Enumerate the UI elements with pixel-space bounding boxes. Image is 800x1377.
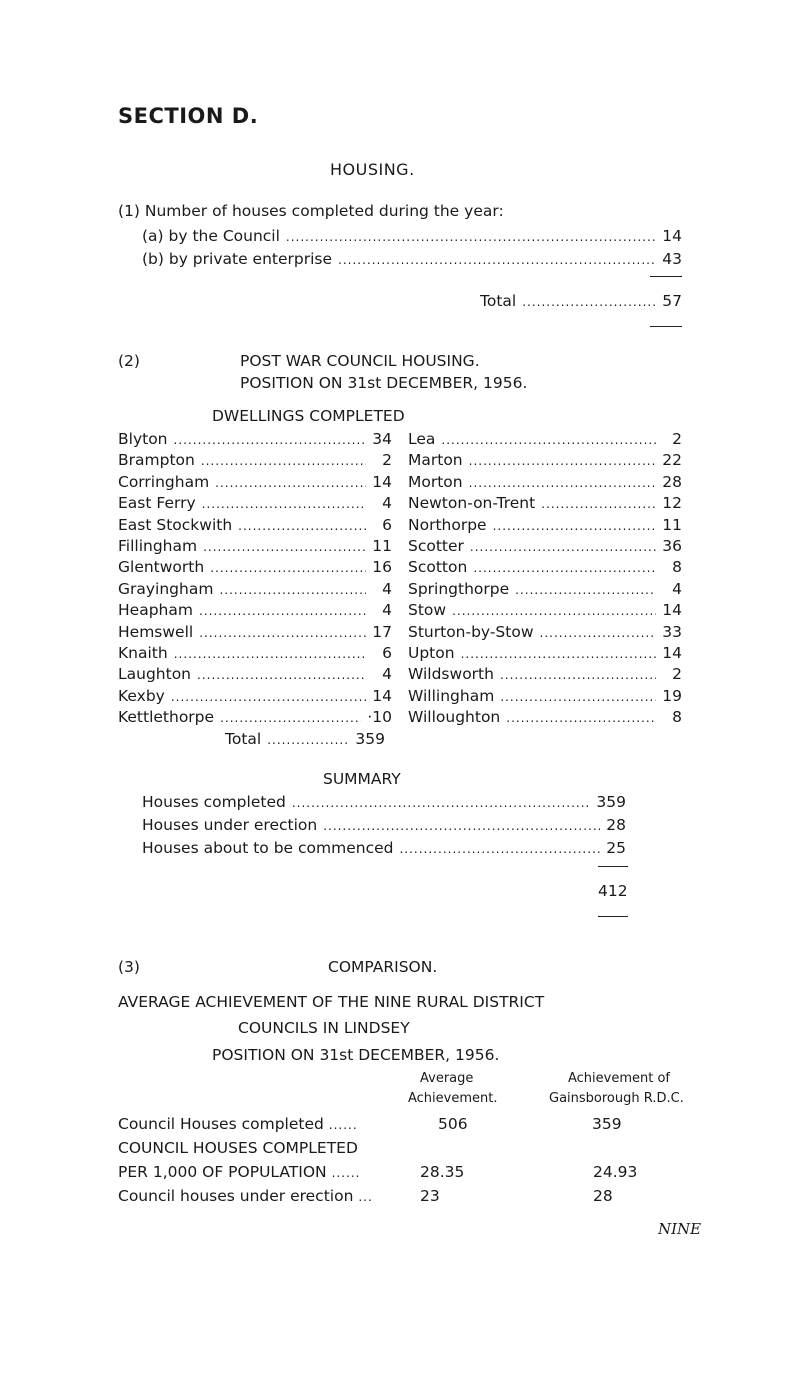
leader-dots bbox=[461, 644, 656, 662]
leader-dots bbox=[500, 665, 656, 683]
leader-dots bbox=[441, 430, 656, 448]
summary-heading: SUMMARY bbox=[323, 770, 401, 788]
part3-line1: AVERAGE ACHIEVEMENT OF THE NINE RURAL DISTRICT bbox=[118, 993, 545, 1011]
part2-total-row bbox=[225, 730, 385, 748]
dwelling-parish: Grayingham bbox=[118, 579, 214, 598]
dwelling-count: 4 bbox=[672, 579, 682, 598]
summary-row-erection bbox=[142, 816, 626, 834]
leader-dots bbox=[174, 430, 367, 448]
row3-label-text: Council houses under erection bbox=[118, 1187, 354, 1205]
dwelling-row bbox=[118, 601, 392, 619]
row3-average: 23 bbox=[420, 1187, 440, 1205]
leader-dots bbox=[540, 623, 657, 641]
part3-line3: POSITION ON 31st DECEMBER, 1956. bbox=[212, 1046, 500, 1064]
row1-average: 506 bbox=[438, 1115, 468, 1133]
row2-label-text: PER 1,000 OF POPULATION bbox=[118, 1163, 327, 1181]
dwelling-count: 16 bbox=[372, 558, 392, 577]
leader-dots bbox=[323, 816, 600, 834]
dwelling-parish: Kettlethorpe bbox=[118, 708, 215, 727]
leader-dots bbox=[215, 473, 366, 491]
dwelling-count: 2 bbox=[672, 430, 682, 448]
divider bbox=[598, 866, 628, 867]
dwelling-parish: Fillingham bbox=[118, 537, 198, 555]
dwelling-parish: Knaith bbox=[118, 644, 168, 662]
dwelling-count: 8 bbox=[672, 708, 682, 727]
part1-total-label: Total bbox=[480, 292, 517, 310]
leader-dots bbox=[219, 580, 366, 598]
dwelling-count: 19 bbox=[662, 686, 682, 705]
row2-label-a: COUNCIL HOUSES COMPLETED bbox=[118, 1139, 358, 1157]
dwelling-parish: Heapham bbox=[118, 601, 193, 620]
dwelling-count: 14 bbox=[662, 644, 682, 662]
dwelling-row bbox=[118, 580, 392, 598]
dwelling-count: 36 bbox=[662, 537, 682, 555]
dwelling-row bbox=[408, 430, 682, 448]
part1-heading: (1) Number of houses completed during the year: bbox=[118, 202, 504, 220]
dwelling-row bbox=[118, 473, 392, 491]
leader-dots bbox=[515, 580, 656, 598]
dwelling-parish: Scotton bbox=[408, 558, 468, 577]
dwelling-count: 17 bbox=[372, 622, 392, 641]
dwelling-row bbox=[118, 623, 392, 641]
part1-value: 14 bbox=[662, 227, 682, 245]
dwelling-count: 11 bbox=[662, 515, 682, 534]
summary-value: 359 bbox=[596, 793, 626, 811]
divider bbox=[650, 326, 682, 327]
dwelling-count: 34 bbox=[372, 430, 392, 448]
leader-dots bbox=[469, 473, 656, 491]
leader-dots bbox=[493, 516, 656, 534]
summary-total: 412 bbox=[598, 882, 628, 900]
dwelling-parish: Northorpe bbox=[408, 515, 487, 534]
dwelling-parish: Newton-on-Trent bbox=[408, 494, 536, 513]
dwelling-parish: Scotter bbox=[408, 537, 464, 555]
leader-dots bbox=[267, 730, 349, 748]
dwelling-parish: Upton bbox=[408, 644, 455, 662]
dwelling-row bbox=[408, 665, 682, 683]
dwelling-parish: Marton bbox=[408, 451, 463, 470]
part2-heading1: POST WAR COUNCIL HOUSING. bbox=[240, 352, 480, 370]
dwelling-row bbox=[408, 451, 682, 469]
dwelling-count: 2 bbox=[672, 665, 682, 684]
dwelling-parish: Lea bbox=[408, 430, 436, 448]
row1-label bbox=[118, 1115, 358, 1133]
dwelling-row bbox=[408, 473, 682, 491]
part2-total-label: Total bbox=[225, 730, 262, 748]
col1-header-b: Achievement. bbox=[408, 1091, 498, 1106]
summary-row-completed bbox=[142, 793, 626, 811]
dwelling-row bbox=[118, 451, 392, 469]
dwelling-count: 8 bbox=[672, 558, 682, 577]
row3-label bbox=[118, 1187, 373, 1205]
dwelling-row bbox=[118, 687, 392, 705]
leader-dots bbox=[199, 623, 366, 641]
leader-dots bbox=[506, 708, 656, 726]
leader-dots bbox=[202, 494, 366, 512]
dwelling-count: 12 bbox=[662, 494, 682, 513]
part3-number: (3) bbox=[118, 958, 140, 976]
row3-gainsborough: 28 bbox=[593, 1187, 613, 1205]
part3-heading: COMPARISON. bbox=[328, 958, 438, 976]
dwelling-count: 4 bbox=[382, 601, 392, 620]
dwelling-row bbox=[408, 580, 682, 598]
dwelling-row bbox=[408, 687, 682, 705]
part2-number: (2) bbox=[118, 352, 140, 370]
leader-dots bbox=[292, 793, 591, 811]
dwelling-row bbox=[408, 494, 682, 512]
dwelling-row bbox=[118, 665, 392, 683]
dwelling-parish: Hemswell bbox=[118, 622, 194, 641]
dwelling-count: ·10 bbox=[367, 708, 392, 727]
summary-value: 25 bbox=[606, 839, 626, 857]
part1-label: (b) by private enterprise bbox=[142, 250, 333, 268]
leader-dots bbox=[201, 451, 366, 469]
dwelling-row bbox=[118, 537, 392, 555]
part1-row-private bbox=[142, 250, 682, 268]
dwelling-row bbox=[408, 537, 682, 555]
dwelling-parish: East Stockwith bbox=[118, 515, 233, 534]
part1-total-value: 57 bbox=[662, 292, 682, 310]
col2-header-a: Achievement of bbox=[568, 1071, 671, 1086]
leader-dots bbox=[197, 665, 366, 683]
dwelling-count: 22 bbox=[662, 451, 682, 470]
col1-header-a: Average bbox=[420, 1071, 474, 1086]
summary-label: Houses completed bbox=[142, 793, 286, 811]
dwelling-parish: Glentworth bbox=[118, 558, 205, 577]
dwelling-parish: Blyton bbox=[118, 430, 168, 448]
summary-row-commenced bbox=[142, 839, 626, 857]
dwelling-parish: Kexby bbox=[118, 686, 165, 705]
leader-dots bbox=[541, 494, 656, 512]
dwelling-row bbox=[118, 494, 392, 512]
dwelling-count: 6 bbox=[382, 644, 392, 662]
leader-dots bbox=[210, 558, 366, 576]
part2-subheading: DWELLINGS COMPLETED bbox=[212, 407, 405, 425]
divider bbox=[598, 916, 628, 917]
divider bbox=[650, 276, 682, 277]
part2-total-value: 359 bbox=[355, 730, 385, 748]
dwelling-parish: Brampton bbox=[118, 451, 195, 470]
dwelling-count: 14 bbox=[662, 601, 682, 620]
dwelling-row bbox=[118, 708, 392, 726]
dwelling-count: 6 bbox=[382, 515, 392, 534]
leader-dots bbox=[452, 601, 656, 619]
leader-dots: ...... bbox=[331, 1166, 361, 1180]
dwelling-count: 14 bbox=[372, 472, 392, 491]
summary-label: Houses about to be commenced bbox=[142, 839, 394, 857]
dwelling-count: 4 bbox=[382, 665, 392, 684]
col2-header-b: Gainsborough R.D.C. bbox=[549, 1091, 684, 1106]
leader-dots bbox=[522, 292, 656, 310]
dwelling-row bbox=[118, 558, 392, 576]
dwelling-count: 4 bbox=[382, 494, 392, 513]
dwelling-parish: Springthorpe bbox=[408, 579, 510, 598]
page-label: NINE bbox=[658, 1220, 702, 1238]
part1-value: 43 bbox=[662, 250, 682, 268]
dwelling-row bbox=[408, 644, 682, 662]
dwelling-row bbox=[408, 558, 682, 576]
leader-dots bbox=[469, 451, 656, 469]
row2-gainsborough: 24.93 bbox=[593, 1163, 638, 1181]
leader-dots bbox=[286, 227, 656, 245]
dwelling-count: 2 bbox=[382, 451, 392, 470]
leader-dots: ... bbox=[358, 1190, 373, 1204]
summary-label: Houses under erection bbox=[142, 816, 318, 834]
dwelling-row bbox=[408, 516, 682, 534]
leader-dots bbox=[399, 839, 600, 857]
dwelling-parish: Wildsworth bbox=[408, 665, 494, 684]
leader-dots bbox=[199, 601, 366, 619]
part3-line2: COUNCILS IN LINDSEY bbox=[238, 1019, 410, 1037]
leader-dots bbox=[220, 708, 361, 726]
dwelling-parish: Stow bbox=[408, 601, 447, 620]
dwelling-count: 11 bbox=[372, 537, 392, 555]
dwelling-row bbox=[118, 644, 392, 662]
summary-value: 28 bbox=[606, 816, 626, 834]
dwelling-row bbox=[118, 516, 392, 534]
housing-title: HOUSING. bbox=[330, 160, 415, 179]
dwelling-row bbox=[408, 708, 682, 726]
row1-label-text: Council Houses completed bbox=[118, 1115, 324, 1133]
dwelling-parish: East Ferry bbox=[118, 494, 196, 513]
dwelling-row bbox=[118, 430, 392, 448]
dwelling-parish: Sturton-by-Stow bbox=[408, 622, 534, 641]
leader-dots bbox=[174, 644, 366, 662]
dwelling-parish: Willingham bbox=[408, 686, 495, 705]
part2-heading2: POSITION ON 31st DECEMBER, 1956. bbox=[240, 374, 528, 392]
dwelling-row bbox=[408, 601, 682, 619]
leader-dots bbox=[500, 687, 656, 705]
dwelling-parish: Corringham bbox=[118, 472, 210, 491]
dwelling-count: 4 bbox=[382, 579, 392, 598]
section-title: SECTION D. bbox=[118, 104, 259, 128]
leader-dots bbox=[470, 537, 656, 555]
dwelling-count: 33 bbox=[662, 622, 682, 641]
row2-label-b bbox=[118, 1163, 360, 1181]
dwelling-row bbox=[408, 623, 682, 641]
part1-label: (a) by the Council bbox=[142, 227, 280, 245]
leader-dots bbox=[203, 537, 366, 555]
row1-gainsborough: 359 bbox=[592, 1115, 622, 1133]
leader-dots bbox=[338, 250, 656, 268]
row2-average: 28.35 bbox=[420, 1163, 465, 1181]
dwelling-parish: Laughton bbox=[118, 665, 192, 684]
part1-row-council bbox=[142, 227, 682, 245]
dwelling-parish: Morton bbox=[408, 472, 463, 491]
leader-dots bbox=[171, 687, 366, 705]
leader-dots bbox=[238, 516, 366, 534]
leader-dots: ...... bbox=[328, 1118, 358, 1132]
dwelling-parish: Willoughton bbox=[408, 708, 501, 727]
dwelling-count: 14 bbox=[372, 686, 392, 705]
dwelling-count: 28 bbox=[662, 472, 682, 491]
part1-total-row bbox=[480, 292, 682, 310]
leader-dots bbox=[473, 558, 656, 576]
